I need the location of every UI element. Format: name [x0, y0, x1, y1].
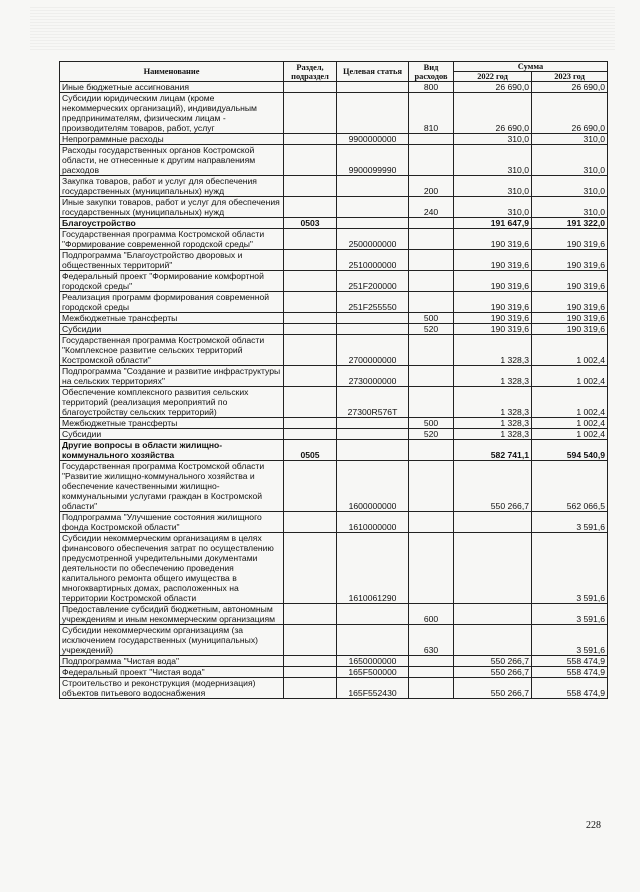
- header-year-2023: 2023 год: [532, 72, 608, 82]
- cell-section: [284, 271, 337, 292]
- cell-2023: 310,0: [532, 176, 608, 197]
- cell-target: 165F552430: [337, 678, 409, 699]
- cell-name: Государственная программа Костромской области "Комплексное развитие сельских территорий Костромской области": [60, 335, 284, 366]
- table-row: [60, 324, 608, 335]
- cell-target: [337, 93, 409, 134]
- cell-name: Подпрограмма "Создание и развитие инфраструктуры на сельских территориях": [60, 366, 284, 387]
- cell-target: [337, 604, 409, 625]
- cell-section: 0505: [284, 440, 337, 461]
- cell-kind: [409, 250, 454, 271]
- cell-name: Благоустройство: [60, 218, 284, 229]
- cell-name: Строительство и реконструкция (модернизация) объектов питьевого водоснабжения: [60, 678, 284, 699]
- cell-2022: 310,0: [454, 197, 532, 218]
- table-row: [60, 93, 608, 134]
- cell-target: [337, 324, 409, 335]
- cell-name: Субсидии некоммерческим организациям (за исключением государственных (муниципальных) учреждений): [60, 625, 284, 656]
- cell-kind: 520: [409, 429, 454, 440]
- cell-2023: 562 066,5: [532, 461, 608, 512]
- cell-name: Государственная программа Костромской области "Развитие жилищно-коммунального хозяйства и обеспечение качественными жилищно-коммунальными услугами граждан в Костромской области": [60, 461, 284, 512]
- table-row: [60, 197, 608, 218]
- cell-target: 1650000000: [337, 656, 409, 667]
- table-row: [60, 625, 608, 656]
- table-row: [60, 418, 608, 429]
- table-row: [60, 604, 608, 625]
- cell-name: Предоставление субсидий бюджетным, автономным учреждениям и иным некоммерческим организациям: [60, 604, 284, 625]
- table-row: [60, 134, 608, 145]
- cell-target: 1600000000: [337, 461, 409, 512]
- table-row: [60, 656, 608, 667]
- cell-section: [284, 604, 337, 625]
- table-row: [60, 229, 608, 250]
- cell-section: [284, 313, 337, 324]
- table-row: [60, 429, 608, 440]
- cell-target: [337, 429, 409, 440]
- cell-section: [284, 324, 337, 335]
- cell-kind: 240: [409, 197, 454, 218]
- cell-section: [284, 176, 337, 197]
- cell-section: [284, 387, 337, 418]
- cell-target: 2510000000: [337, 250, 409, 271]
- cell-target: 2700000000: [337, 335, 409, 366]
- cell-section: [284, 366, 337, 387]
- cell-section: [284, 197, 337, 218]
- cell-2023: 3 591,6: [532, 604, 608, 625]
- cell-2022: [454, 512, 532, 533]
- cell-2022: 550 266,7: [454, 667, 532, 678]
- cell-2023: 190 319,6: [532, 250, 608, 271]
- cell-name: Государственная программа Костромской области "Формирование современной городской среды": [60, 229, 284, 250]
- cell-2023: 191 322,0: [532, 218, 608, 229]
- table-body: [60, 82, 608, 699]
- cell-target: 251F255550: [337, 292, 409, 313]
- table-row: [60, 678, 608, 699]
- cell-2023: 3 591,6: [532, 533, 608, 604]
- cell-kind: [409, 656, 454, 667]
- cell-kind: [409, 366, 454, 387]
- cell-2022: 1 328,3: [454, 335, 532, 366]
- cell-name: Непрограммные расходы: [60, 134, 284, 145]
- cell-2023: 190 319,6: [532, 292, 608, 313]
- budget-table: [59, 61, 608, 699]
- cell-target: [337, 218, 409, 229]
- cell-kind: [409, 533, 454, 604]
- cell-section: [284, 625, 337, 656]
- cell-target: 9900099990: [337, 145, 409, 176]
- cell-section: [284, 656, 337, 667]
- cell-2023: 1 002,4: [532, 335, 608, 366]
- cell-2022: 550 266,7: [454, 461, 532, 512]
- cell-target: 1610061290: [337, 533, 409, 604]
- cell-2022: [454, 604, 532, 625]
- cell-target: 27300R576T: [337, 387, 409, 418]
- table-row: [60, 271, 608, 292]
- cell-name: Закупка товаров, работ и услуг для обеспечения государственных (муниципальных) нужд: [60, 176, 284, 197]
- cell-target: [337, 418, 409, 429]
- cell-2022: 582 741,1: [454, 440, 532, 461]
- cell-2022: 26 690,0: [454, 82, 532, 93]
- cell-target: [337, 82, 409, 93]
- cell-2023: 558 474,9: [532, 656, 608, 667]
- cell-2023: 558 474,9: [532, 678, 608, 699]
- table-row: [60, 292, 608, 313]
- cell-kind: [409, 335, 454, 366]
- cell-target: 165F500000: [337, 667, 409, 678]
- cell-section: [284, 229, 337, 250]
- cell-kind: [409, 292, 454, 313]
- cell-2022: 26 690,0: [454, 93, 532, 134]
- cell-kind: 500: [409, 313, 454, 324]
- scan-artifact: [30, 6, 615, 50]
- cell-section: [284, 335, 337, 366]
- cell-target: 251F200000: [337, 271, 409, 292]
- cell-2023: 310,0: [532, 134, 608, 145]
- cell-section: [284, 512, 337, 533]
- cell-kind: 630: [409, 625, 454, 656]
- table-row: [60, 533, 608, 604]
- cell-2022: 190 319,6: [454, 292, 532, 313]
- cell-section: [284, 250, 337, 271]
- cell-kind: 200: [409, 176, 454, 197]
- header-target: Целевая статья: [337, 62, 409, 82]
- cell-2022: 550 266,7: [454, 656, 532, 667]
- cell-2023: 26 690,0: [532, 93, 608, 134]
- cell-section: [284, 145, 337, 176]
- table-row: [60, 387, 608, 418]
- cell-section: [284, 134, 337, 145]
- cell-2022: 190 319,6: [454, 271, 532, 292]
- cell-2023: 594 540,9: [532, 440, 608, 461]
- cell-kind: [409, 218, 454, 229]
- cell-2022: 310,0: [454, 176, 532, 197]
- cell-name: Подпрограмма "Улучшение состояния жилищного фонда Костромской области": [60, 512, 284, 533]
- cell-name: Подпрограмма "Чистая вода": [60, 656, 284, 667]
- cell-target: 2500000000: [337, 229, 409, 250]
- cell-kind: [409, 667, 454, 678]
- cell-section: [284, 533, 337, 604]
- cell-target: [337, 197, 409, 218]
- cell-target: [337, 440, 409, 461]
- header-year-2022: 2022 год: [454, 72, 532, 82]
- cell-2022: 191 647,9: [454, 218, 532, 229]
- cell-2023: 1 002,4: [532, 366, 608, 387]
- table-row: [60, 82, 608, 93]
- cell-kind: 500: [409, 418, 454, 429]
- cell-name: Федеральный проект "Формирование комфортной городской среды": [60, 271, 284, 292]
- cell-kind: [409, 134, 454, 145]
- table-row: [60, 440, 608, 461]
- cell-name: Межбюджетные трансферты: [60, 418, 284, 429]
- cell-section: 0503: [284, 218, 337, 229]
- table-row: [60, 250, 608, 271]
- table-row: [60, 176, 608, 197]
- table-row: [60, 145, 608, 176]
- cell-section: [284, 418, 337, 429]
- cell-kind: [409, 461, 454, 512]
- header-sum: Сумма: [454, 62, 608, 72]
- cell-kind: 810: [409, 93, 454, 134]
- cell-2023: 190 319,6: [532, 324, 608, 335]
- cell-target: [337, 625, 409, 656]
- cell-name: Другие вопросы в области жилищно-коммунального хозяйства: [60, 440, 284, 461]
- cell-kind: [409, 678, 454, 699]
- cell-2022: 310,0: [454, 145, 532, 176]
- cell-section: [284, 292, 337, 313]
- cell-kind: 600: [409, 604, 454, 625]
- table-row: [60, 335, 608, 366]
- cell-section: [284, 93, 337, 134]
- cell-kind: [409, 387, 454, 418]
- cell-name: Обеспечение комплексного развития сельских территорий (реализация мероприятий по благоустройству сельских территорий): [60, 387, 284, 418]
- header-section: Раздел, подраздел: [284, 62, 337, 82]
- cell-name: Иные бюджетные ассигнования: [60, 82, 284, 93]
- header-kind: Вид расходов: [409, 62, 454, 82]
- cell-target: 1610000000: [337, 512, 409, 533]
- cell-name: Субсидии: [60, 429, 284, 440]
- cell-target: [337, 313, 409, 324]
- cell-2022: 1 328,3: [454, 366, 532, 387]
- table-row: [60, 667, 608, 678]
- cell-2023: 310,0: [532, 197, 608, 218]
- cell-target: 2730000000: [337, 366, 409, 387]
- cell-kind: [409, 145, 454, 176]
- cell-section: [284, 429, 337, 440]
- cell-2023: 1 002,4: [532, 387, 608, 418]
- cell-kind: 800: [409, 82, 454, 93]
- cell-name: Субсидии юридическим лицам (кроме некоммерческих организаций), индивидуальным предпринимателям, физическим лицам - производителям товаров, работ, услуг: [60, 93, 284, 134]
- cell-2022: 190 319,6: [454, 324, 532, 335]
- table-row: [60, 366, 608, 387]
- cell-2023: 190 319,6: [532, 271, 608, 292]
- table-row: [60, 512, 608, 533]
- cell-2023: 190 319,6: [532, 229, 608, 250]
- table-row: [60, 218, 608, 229]
- cell-2022: 1 328,3: [454, 387, 532, 418]
- cell-section: [284, 678, 337, 699]
- table-row: [60, 461, 608, 512]
- cell-name: Подпрограмма "Благоустройство дворовых и общественных территорий": [60, 250, 284, 271]
- cell-name: Расходы государственных органов Костромской области, не отнесенные к другим направлениям расходов: [60, 145, 284, 176]
- cell-section: [284, 461, 337, 512]
- cell-2022: [454, 625, 532, 656]
- cell-kind: [409, 440, 454, 461]
- cell-name: Субсидии некоммерческим организациям в целях финансового обеспечения затрат по осуществлению предусмотренной учредительными документами деятельности по обеспечению проведения капитального ремонта общего имущества в многоквартирных домах, расположенных на территории Костромской области: [60, 533, 284, 604]
- cell-name: Иные закупки товаров, работ и услуг для обеспечения государственных (муниципальных) нужд: [60, 197, 284, 218]
- cell-2023: 558 474,9: [532, 667, 608, 678]
- cell-2023: 3 591,6: [532, 512, 608, 533]
- cell-name: Реализация программ формирования современной городской среды: [60, 292, 284, 313]
- cell-2023: 310,0: [532, 145, 608, 176]
- cell-2022: 550 266,7: [454, 678, 532, 699]
- cell-2022: 1 328,3: [454, 418, 532, 429]
- cell-name: Федеральный проект "Чистая вода": [60, 667, 284, 678]
- cell-name: Субсидии: [60, 324, 284, 335]
- cell-section: [284, 82, 337, 93]
- page-number: 228: [586, 820, 601, 831]
- cell-2022: 190 319,6: [454, 229, 532, 250]
- cell-section: [284, 667, 337, 678]
- cell-2023: 190 319,6: [532, 313, 608, 324]
- cell-kind: [409, 271, 454, 292]
- cell-2022: 190 319,6: [454, 313, 532, 324]
- cell-target: [337, 176, 409, 197]
- cell-2023: 26 690,0: [532, 82, 608, 93]
- cell-name: Межбюджетные трансферты: [60, 313, 284, 324]
- cell-kind: [409, 512, 454, 533]
- cell-2023: 1 002,4: [532, 418, 608, 429]
- table-row: [60, 313, 608, 324]
- cell-2023: 3 591,6: [532, 625, 608, 656]
- cell-2022: 1 328,3: [454, 429, 532, 440]
- cell-2023: 1 002,4: [532, 429, 608, 440]
- cell-target: 9900000000: [337, 134, 409, 145]
- cell-kind: [409, 229, 454, 250]
- cell-2022: 310,0: [454, 134, 532, 145]
- header-name: Наименование: [60, 62, 284, 82]
- cell-2022: [454, 533, 532, 604]
- cell-2022: 190 319,6: [454, 250, 532, 271]
- cell-kind: 520: [409, 324, 454, 335]
